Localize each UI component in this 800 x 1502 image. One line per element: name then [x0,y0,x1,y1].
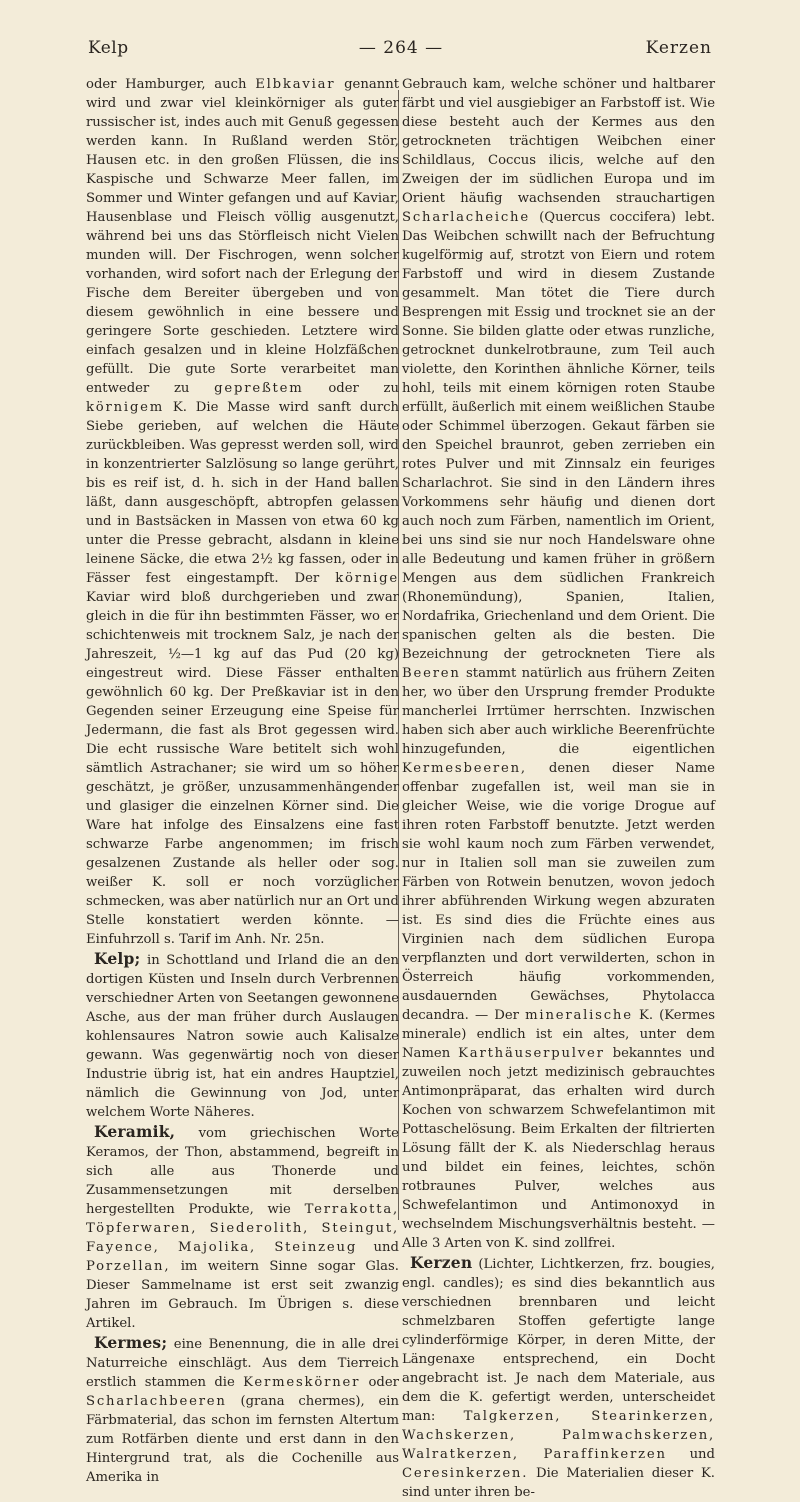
text-run: eine Benennung, die in alle drei Naturreiche einschlägt. Aus dem Tierreich erstlich stammen die [86,1337,399,1390]
spaced-term: Beeren [402,666,461,681]
text-run: Die Materialien dieser K. sind unter ihren be- [402,1466,715,1500]
headword-keramik: Keramik, [94,1122,176,1141]
spaced-term: Terrakotta, Töpferwaren, Siederolith, Steingut, Fayence, Majolika, Steinzeug [86,1202,399,1255]
spaced-term: Ceresinkerzen. [402,1466,529,1481]
spaced-term: Elbkaviar [255,77,336,92]
text-run: und [357,1240,399,1255]
left-column [86,75,399,1485]
text-run: denen dieser Name offenbar zugefallen ist, weil man sie in gleicher Weise, wie die vorige Drogue auf ihren roten Farbstoff benutzte. Jetzt werden sie wohl kaum noch zum Färben verwendet, nur in Italien soll man sie zuweilen zum Färben von Rotwein benutzen, wovon jedoch ihrer abführenden Wirkung wegen abzuraten ist. Es sind dies die Früchte eines aus Virginien nach dem südlichen Europa verpflanzten und dort verwilderten, schon in Österreich häufig vorkommenden, ausdauernden Gewächses, Phytolacca decandra. — Der [402,761,715,1023]
spaced-term: Talgkerzen, Stearinkerzen, Wachskerzen, Palmwachskerzen, Walratkerzen, Paraffinkerzen [402,1409,715,1462]
text-run: oder [360,1375,399,1390]
text-run: und [666,1447,715,1462]
text-run: (Quercus coccifera) lebt. Das Weibchen schwillt nach der Befruchtung kugelförmig auf, strotzt von Eiern und rotem Farbstoff und wird in diesem Zustande gesammelt. Man tötet die Tiere durch Besprengen mit Essig und trocknet sie an der Sonne. Sie bilden glatte oder etwas runzliche, getrocknet dunkelrotbraune, zum Teil auch violette, den Korinthen ähnliche Körner, teils hohl, teils mit einem körnigen roten Staube erfüllt, äußerlich mit einem weißlichen Staube oder Schimmel überzogen. Gekaut färben sie den Speichel braunrot, geben zerrieben ein rotes Pulver und mit Zinnsalz ein feuriges Scharlachrot. Sie sind in den Ländern ihres Vorkommens sehr häufig und dienen dort auch noch zum Färben, namentlich im Orient, bei uns sind sie nur noch Handelsware ohne alle Bedeutung und kamen früher in größern Mengen aus dem südlichen Frankreich (Rhonemündung), Spanien, Italien, Nordafrika, Griechenland und dem Orient. Die spanischen gelten als die besten. Die Bezeichnung der getrockneten Tiere als [402,210,715,662]
page-number: — 264 — [358,38,444,58]
entry-keramik [86,1122,399,1333]
spaced-term: körnigem [86,400,165,415]
spaced-term: Kermesbeeren, [402,761,527,776]
entry-kermes-text [86,1337,399,1485]
header-left-keyword: Kelp [88,38,129,58]
text-run: K. Die Masse wird sanft durch Siebe gerieben, auf welchen die Häute zurückbleiben. Was gepresst werden soll, wird in konzentrierter Salzlösung so lange gerührt, bis es reif ist, d. h. sich in der Hand ballen läßt, dann ausgeschöpft, abtropfen gelassen und in Bastsäcken in Massen von etwa 60 kg unter die Presse gebracht, alsdann in kleine leinene Säcke, die etwa 2½ kg fassen, oder in Fässer fest eingestampft. Der [86,400,399,586]
text-run: genannt wird und zwar viel kleinkörniger als guter russischer ist, indes auch mit Genuß gegessen werden kann. In Rußland werden Stör, Hausen etc. in den großen Flüssen, die ins Kaspische und Schwarze Meer fallen, im Sommer und Winter gefangen und auf Kaviar, Hausenblase und Fleisch völlig ausgenutzt, während bei uns das Störfleisch nicht Vielen munden will. Der Fischrogen, wenn solcher vorhanden, wird sofort nach der Erlegung der Fische dem Bereiter übergeben und von diesem gewöhnlich in eine bessere und geringere Sorte geschieden. Letztere wird einfach gesalzen und in kleine Holzfäßchen gefüllt. Die gute Sorte verarbeitet man entweder zu [86,77,399,396]
entry-kelp [86,949,399,1122]
header-right-keyword: Kerzen [645,38,712,58]
text-run: (grana chermes), ein Färbmaterial, das schon im fernsten Altertum zum Rotfärben diente und erst dann in den Hintergrund trat, als die Cochenille aus Amerika in [86,1394,399,1485]
text-run: oder zu [303,381,399,396]
kermes-continuation [402,75,715,1253]
text-run: K. (Kermes minerale) endlich ist ein altes, unter dem Namen [402,1008,715,1061]
spaced-term: mineralische [525,1008,633,1023]
text-run: Kaviar wird bloß durchgerieben und zwar gleich in die für ihn bestimmten Fässer, wo er schichtenweis mit trocknem Salz, je nach der Jahreszeit, ½—1 kg auf das Pud (20 kg) eingestreut wird. Diese Fässer enthalten gewöhnlich 60 kg. Der Preßkaviar ist in den Gegenden seiner Erzeugung eine Speise für Jedermann, die fast als Brot gegessen wird. Die echt russische Ware betitelt sich wohl sämtlich Astrachaner; sie wird um so höher geschätzt, je größer, unzusammenhängender und glasiger die einzelnen Körner sind. Die Ware hat infolge des Einsalzens eine fast schwarze Farbe angenommen; im frisch gesalzenen Zustande als heller oder sog. weißer K. soll er noch vorzüglicher schmecken, was aber natürlich nur an Ort und Stelle konstatiert werden könnte. — Einfuhrzoll s. Tarif im Anh. Nr. 25n. [86,590,399,947]
text-run: im weitern Sinne sogar Glas. Dieser Sammelname ist erst seit zwanzig Jahren im Gebrauch. Im Übrigen s. diese Artikel. [86,1259,399,1331]
entry-keramik-text [86,1126,399,1331]
headword-kelp: Kelp; [94,949,141,968]
spaced-term: Karthäuserpulver [458,1046,605,1061]
entry-kelp-text: in Schottland und Irland die an den dortigen Küsten und Inseln durch Verbrennen verschiedner Arten von Seetangen gewonnene Asche, aus der man früher durch Auslaugen kohlensaures Natron sowie auch Kalisalze gewann. Was gegenwärtig noch von dieser Industrie übrig ist, hat ein andres Hauptziel, nämlich die Gewinnung von Jod, unter welchem Worte Näheres. [86,953,399,1120]
spaced-term: Kermeskörner [243,1375,361,1390]
headword-kerzen: Kerzen [410,1253,473,1272]
spaced-term: Porzellan, [86,1259,171,1274]
right-column [402,75,715,1500]
spaced-term: gepreßtem [214,381,304,396]
entry-kermes [86,1333,399,1487]
spaced-term: körnige [335,571,399,586]
text-run: stammt natürlich aus frühern Zeiten her, wo über den Ursprung fremder Produkte mancherlei Irrtümer herrschten. Inzwischen haben sich aber auch wirkliche Beerenfrüchte hinzugefunden, die eigentlichen [402,666,715,757]
entry-kerzen-text [402,1257,715,1500]
text-run: vom griechischen Worte Keramos, der Thon, abstammend, begreift in sich alle aus Thonerde und Zusammensetzungen mit derselben hergestellten Produkte, wie [86,1126,399,1217]
entry-kerzen [402,1253,715,1502]
spaced-term: Scharlacheiche [402,210,530,225]
kaviar-continuation [86,75,399,949]
spaced-term: Scharlachbeeren [86,1394,227,1409]
text-run: Gebrauch kam, welche schöner und haltbarer färbt und viel ausgiebiger an Farbstoff ist. Wie diese besteht auch der Kermes aus den getrockneten trächtigen Weibchen einer Schildlaus, Coccus ilicis, welche auf den Zweigen der im südlichen Europa und im Orient häufig wachsenden strauchartigen [402,77,715,206]
text-run: (Lichter, Lichtkerzen, frz. bougies, engl. candles); es sind dies bekanntlich aus verschiednen brennbaren und leicht schmelzbaren Stoffen gefertigte lange cylinderförmige Körper, in deren Mitte, der Längenaxe entsprechend, ein Docht angebracht ist. Je nach dem Materiale, aus dem die K. gefertigt werden, unterscheidet man: [402,1257,715,1424]
running-header [88,38,714,68]
headword-kermes: Kermes; [94,1333,168,1352]
text-run: bekanntes und zuweilen noch jetzt medizinisch gebrauchtes Antimonpräparat, das erhalten wird durch Kochen von schwarzem Schwefelantimon mit Pottaschelösung. Beim Erkalten der filtrierten Lösung fällt der K. als Niederschlag heraus und bildet ein feines, leichtes, schön rotbraunes Pulver, welches aus Schwefelantimon und Antimonoxyd in wechselndem Mischungsverhältnis besteht. — Alle 3 Arten von K. sind zollfrei. [402,1046,715,1251]
text-run: oder Hamburger, auch [86,77,256,92]
